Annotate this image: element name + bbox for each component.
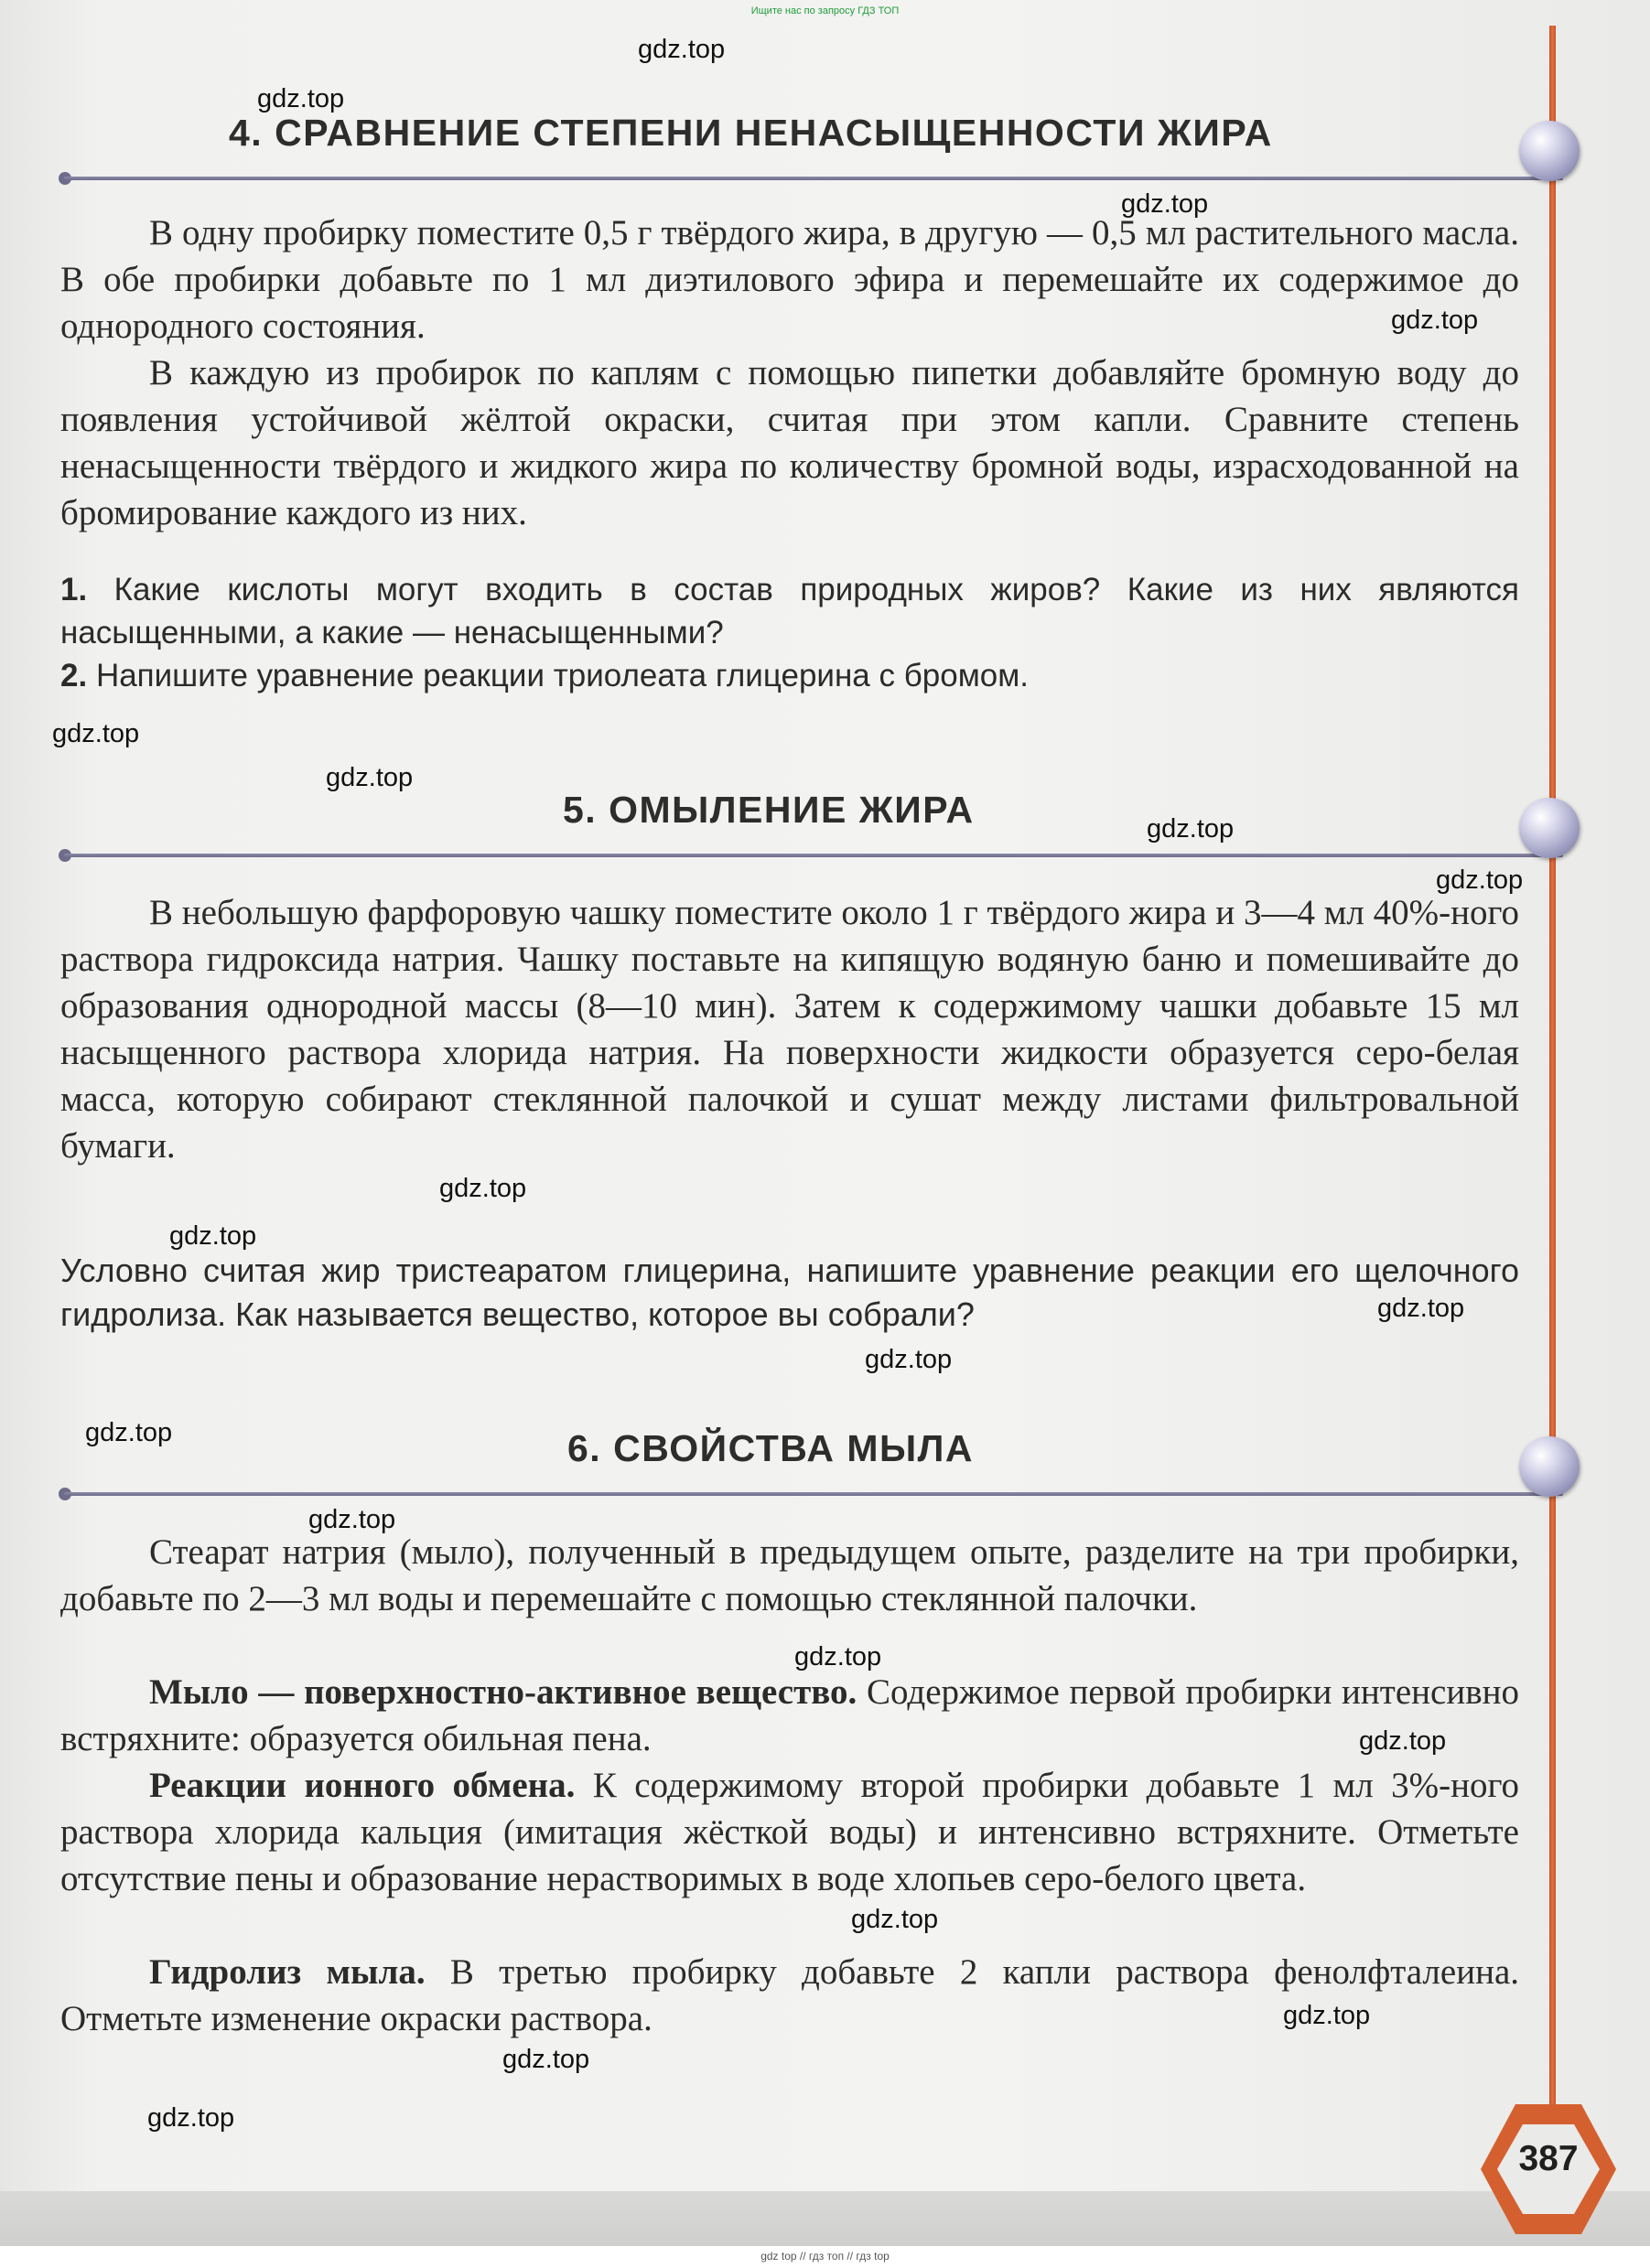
watermark: gdz.top <box>257 84 345 113</box>
section-rule <box>64 177 1563 180</box>
question-text: Напишите уравнение реакции триолеата глицерина с бромом. <box>95 658 1030 693</box>
question-number: 1. <box>60 572 88 607</box>
watermark: gdz.top <box>638 35 726 64</box>
item-lead: Мыло — поверхностно-активное вещество. <box>149 1672 857 1712</box>
item-text: К содержимому второй пробирки добавьте 1 мл 3%-ного раствора хлорида кальция (имитация жёсткой воды) и интенсивно встряхните. Отметьте отсутствие пены и образование нерастворимых в воде хлопьев серо-белого цвета. <box>60 1766 1519 1898</box>
watermark: gdz.top <box>147 2103 235 2133</box>
watermark: gdz.top <box>1121 189 1209 219</box>
paragraph: В каждую из пробирок по каплям с помощью пипетки добавляйте бромную воду до появления устойчивой жёлтой окраски, считая при этом капли. Сравните степень ненасыщенности твёрдого и жидкого жира по количеству бромной воды, израсходованной на бромирование каждого из них. <box>60 353 1519 532</box>
watermark: gdz.top <box>1436 865 1524 895</box>
section-title-4: 4. СРАВНЕНИЕ СТЕПЕНИ НЕНАСЫЩЕННОСТИ ЖИРА <box>229 112 1273 154</box>
watermark: gdz.top <box>502 2045 590 2074</box>
section-title-6: 6. СВОЙСТВА МЫЛА <box>567 1427 975 1469</box>
watermark: gdz.top <box>794 1642 882 1671</box>
watermark: gdz.top <box>1359 1726 1447 1756</box>
section-rule <box>64 854 1563 857</box>
page-number: 387 <box>1518 2139 1579 2178</box>
item-lead: Реакции ионного обмена. <box>149 1766 576 1805</box>
paragraph: В одну пробирку поместите 0,5 г твёрдого жира, в другую — 0,5 мл растительного масла. В обе пробирки добавьте по 1 мл диэтилового эфира и перемешайте их содержимое до однородного состояния. <box>60 213 1519 346</box>
item-lead: Гидролиз мыла. <box>149 1952 426 1992</box>
sphere-marker <box>1519 1436 1580 1497</box>
watermark: gdz.top <box>52 719 140 748</box>
watermark: gdz.top <box>1391 306 1479 335</box>
sphere-marker <box>1519 121 1580 181</box>
watermark: gdz.top <box>865 1345 953 1374</box>
vertical-rule <box>1549 26 1556 2130</box>
watermark: gdz.top <box>851 1905 939 1934</box>
watermark: gdz.top <box>439 1174 527 1203</box>
bottom-band <box>0 2191 1650 2246</box>
watermark: gdz.top <box>1147 814 1235 844</box>
question-2 <box>60 654 1519 697</box>
experiment-item <box>60 1669 1519 1762</box>
question-number: 2. <box>60 658 88 693</box>
watermark: gdz.top <box>85 1418 173 1447</box>
header-note: Ищите нас по запросу ГДЗ ТОП <box>750 5 900 16</box>
watermark: gdz.top <box>308 1505 396 1534</box>
task-text: Условно считая жир тристеаратом глицерина, напишите уравнение реакции его щелочного гидролиза. Как называется вещество, которое вы собрали? <box>60 1252 1519 1333</box>
watermark: gdz.top <box>1283 2001 1371 2030</box>
footer-note: gdz top // гдз топ // гдз top <box>760 2250 890 2263</box>
paragraph: В небольшую фарфоровую чашку поместите около 1 г твёрдого жира и 3—4 мл 40%-ного раствора гидроксида натрия. Чашку поставьте на кипящую водяную баню и помешивайте до образования однородной массы (8—10 мин). Затем к содержимому чашки добавьте 15 мл насыщенного раствора хлорида натрия. На поверхности жидкости образуется серо-белая масса, которую собирают стеклянной палочкой и сушат между листами фильтровальной бумаги. <box>60 893 1519 1166</box>
item-text: В третью пробирку добавьте 2 капли раствора фенолфталеина. Отметьте изменение окраски раствора. <box>60 1952 1519 2038</box>
section-rule <box>64 1492 1563 1496</box>
watermark: gdz.top <box>1377 1294 1465 1323</box>
sphere-marker <box>1519 798 1580 858</box>
question-1 <box>60 568 1519 654</box>
question-text: Какие кислоты могут входить в состав природных жиров? Какие из них являются насыщенными, а какие — ненасыщенными? <box>60 572 1519 650</box>
paragraph: Стеарат натрия (мыло), полученный в предыдущем опыте, разделите на три пробирки, добавьте по 2—3 мл воды и перемешайте с помощью стеклянной палочки. <box>60 1532 1519 1618</box>
item-text: Содержимое первой пробирки интенсивно встряхните: образуется обильная пена. <box>60 1672 1519 1758</box>
section-title-5: 5. ОМЫЛЕНИЕ ЖИРА <box>563 789 975 831</box>
watermark: gdz.top <box>326 763 414 792</box>
watermark: gdz.top <box>169 1221 257 1251</box>
experiment-item <box>60 1762 1519 1902</box>
